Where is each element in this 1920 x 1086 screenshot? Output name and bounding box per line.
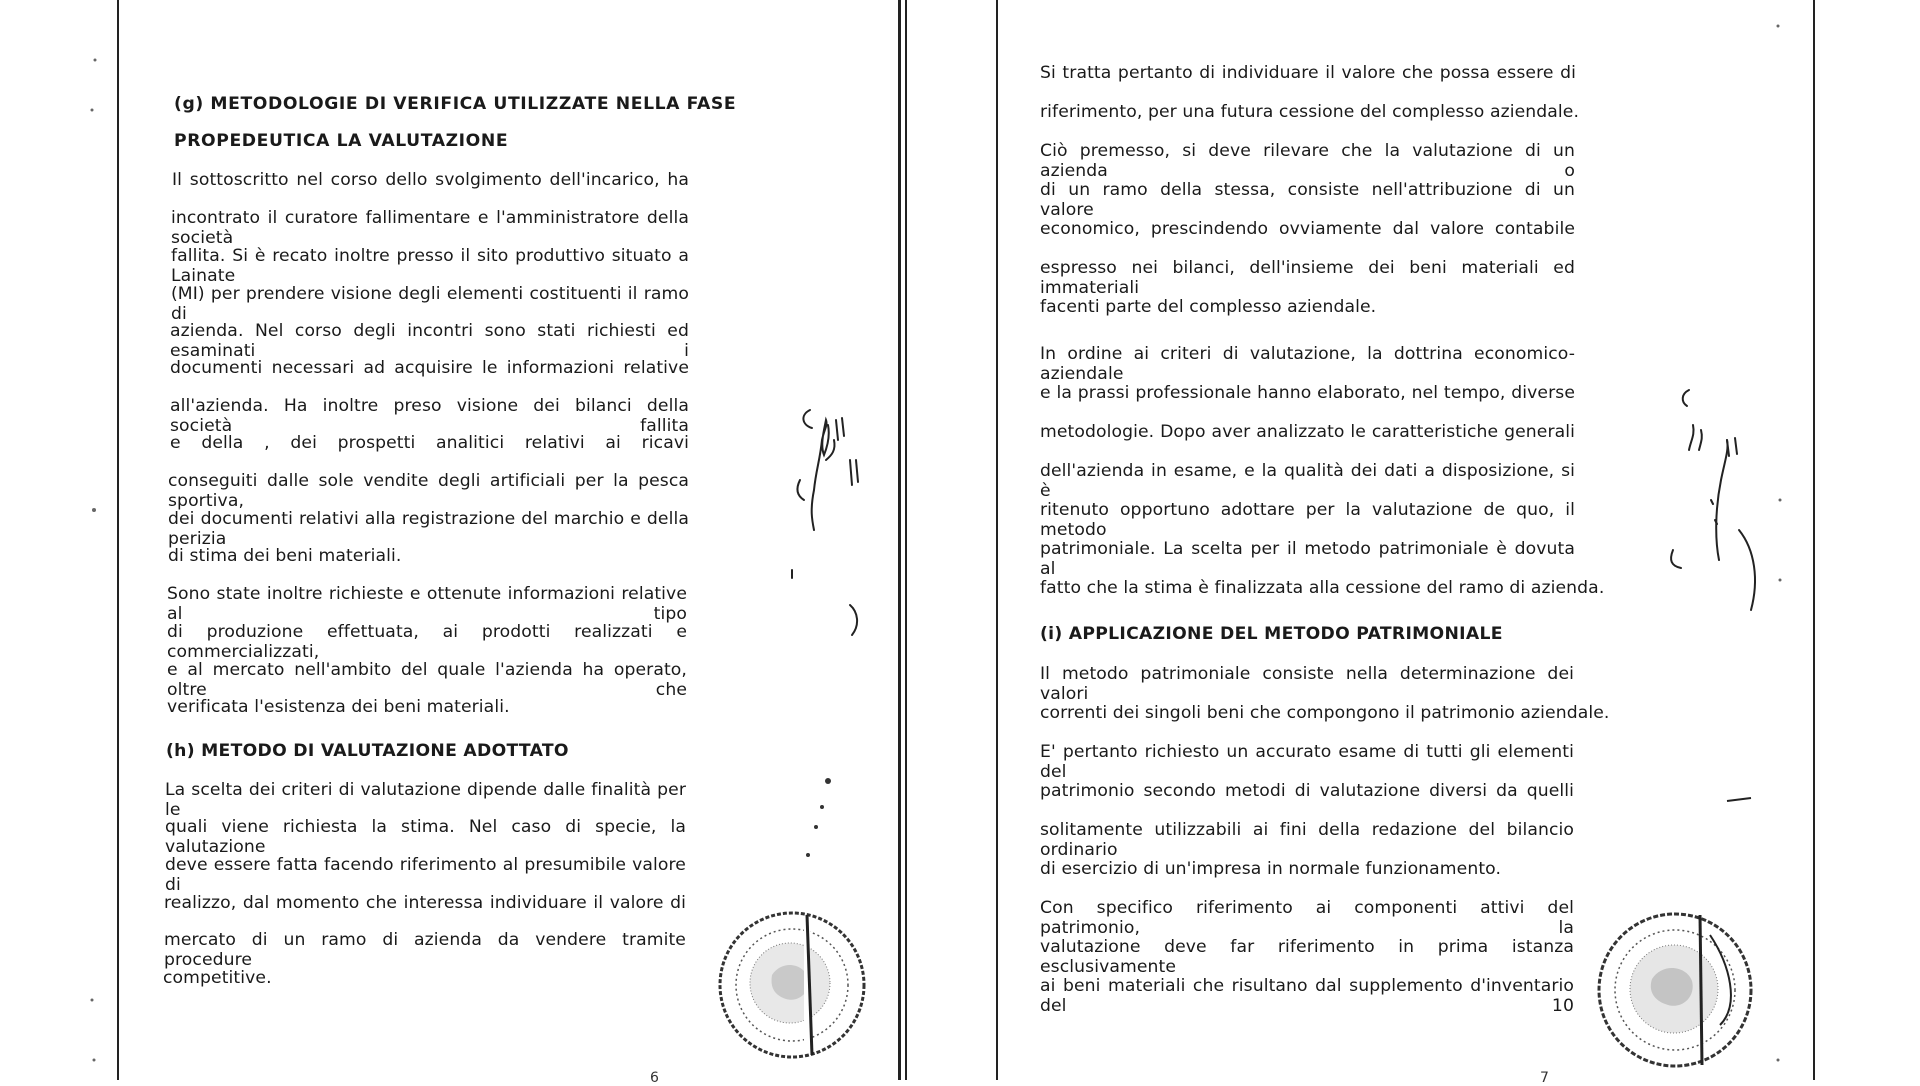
section-g-line: fallita. Si è recato inoltre presso il sito produttivo situato a Lainate (171, 246, 689, 286)
stamp-right (1590, 905, 1760, 1075)
criteria-line: patrimoniale. La scelta per il metodo patrimoniale è dovuta al (1040, 539, 1575, 579)
intro-line: espresso nei bilanci, dell'insieme dei beni materiali ed immateriali (1040, 258, 1575, 298)
section-g-line: Il sottoscritto nel corso dello svolgimento dell'incarico, ha (172, 170, 689, 190)
criteria-line: metodologie. Dopo aver analizzato le caratteristiche generali (1040, 422, 1575, 442)
left-scan-edge (117, 0, 119, 1080)
section-h-line: quali viene richiesta la stima. Nel caso di specie, la valutazione (165, 817, 686, 857)
page-number: 7 (1540, 1070, 1549, 1086)
intro-line: Si tratta pertanto di individuare il valore che possa essere di (1040, 63, 1576, 83)
section-h-line: competitive. (163, 968, 272, 988)
section-h-line: La scelta dei criteri di valutazione dipende dalle finalità per le (165, 780, 686, 820)
intro-line: facenti parte del complesso aziendale. (1040, 297, 1377, 317)
section-h-heading: (h) METODO DI VALUTAZIONE ADOTTATO (166, 741, 569, 761)
section-i-line: Il metodo patrimoniale consiste nella determinazione dei valori (1040, 664, 1574, 704)
section-g-line: dei documenti relativi alla registrazione del marchio e della perizia (168, 509, 689, 549)
section-g-line: e al mercato nell'ambito del quale l'azienda ha operato, oltre che (167, 660, 687, 700)
criteria-line: ritenuto opportuno adottare per la valutazione de quo, il metodo (1040, 500, 1575, 540)
section-g-line: incontrato il curatore fallimentare e l'amministratore della società (171, 208, 689, 248)
right-scan-edge (1813, 0, 1815, 1080)
section-i-line: correnti dei singoli beni che compongono il patrimonio aziendale. (1040, 703, 1610, 723)
section-g-line: (MI) per prendere visione degli elementi costituenti il ramo di (171, 284, 689, 324)
section-h-line: deve essere fatta facendo riferimento al presumibile valore di (165, 855, 686, 895)
section-i-line: solitamente utilizzabili ai fini della redazione del bilancio ordinario (1040, 820, 1574, 860)
intro-line: economico, prescindendo ovviamente dal valore contabile (1040, 219, 1575, 239)
margin-marks-mid (800, 775, 840, 875)
page-number: 6 (650, 1070, 659, 1086)
section-i-line: di esercizio di un'impresa in normale funzionamento. (1040, 859, 1502, 879)
criteria-line: dell'azienda in esame, e la qualità dei dati a disposizione, si è (1040, 461, 1575, 501)
stamp-left (712, 905, 872, 1065)
section-g-line: di produzione effettuata, ai prodotti realizzati e commercializzati, (167, 622, 687, 662)
section-i-heading: (i) APPLICAZIONE DEL METODO PATRIMONIALE (1040, 624, 1503, 644)
section-g-line: conseguiti dalle sole vendite degli artificiali per la pesca sportiva, (168, 471, 689, 511)
criteria-line: e la prassi professionale hanno elaborato, nel tempo, diverse (1040, 383, 1575, 403)
right-page-gutter (996, 0, 998, 1080)
intro-line: riferimento, per una futura cessione del complesso aziendale. (1040, 102, 1580, 122)
section-i-line: ai beni materiali che risultano dal supplemento d'inventario del 10 (1040, 976, 1574, 1016)
section-i-line: valutazione deve far riferimento in prima istanza esclusivamente (1040, 937, 1574, 977)
section-g-line: e della , dei prospetti analitici relativi ai ricavi (170, 433, 689, 453)
criteria-line: In ordine ai criteri di valutazione, la dottrina economico-aziendale (1040, 344, 1575, 384)
section-i-line: E' pertanto richiesto un accurato esame di tutti gli elementi del (1040, 742, 1574, 782)
signature-right (1655, 380, 1765, 630)
section-g-heading-line-2: PROPEDEUTICA LA VALUTAZIONE (174, 131, 509, 151)
criteria-line: fatto che la stima è finalizzata alla cessione del ramo di azienda. (1040, 578, 1605, 598)
section-g-heading-line-1: (g) METODOLOGIE DI VERIFICA UTILIZZATE NELLA FASE (174, 94, 737, 114)
section-h-line: realizzo, dal momento che interessa individuare il valore di (164, 893, 686, 913)
left-page-gutter (898, 0, 901, 1080)
intro-line: Ciò premesso, si deve rilevare che la valutazione di un azienda o (1040, 141, 1575, 181)
section-h-line: mercato di un ramo di azienda da vendere tramite procedure (164, 930, 686, 970)
margin-dash-right (1725, 795, 1755, 805)
center-binding (905, 0, 907, 1080)
section-g-line: all'azienda. Ha inoltre preso visione dei bilanci della società fallita (170, 396, 689, 436)
section-g-line: documenti necessari ad acquisire le informazioni relative (170, 358, 689, 378)
section-g-line: verificata l'esistenza dei beni materiali. (167, 697, 510, 717)
margin-marks-left (80, 40, 110, 1080)
signature-left (780, 400, 870, 640)
margin-marks-right (1768, 20, 1798, 1080)
section-g-line: Sono state inoltre richieste e ottenute informazioni relative al tipo (167, 584, 687, 624)
intro-line: di un ramo della stessa, consiste nell'attribuzione di un valore (1040, 180, 1575, 220)
section-i-line: patrimonio secondo metodi di valutazione diversi da quelli (1040, 781, 1574, 801)
section-g-line: azienda. Nel corso degli incontri sono stati richiesti ed esaminati i (170, 321, 689, 361)
section-g-line: di stima dei beni materiali. (168, 546, 402, 566)
section-i-line: Con specifico riferimento ai componenti attivi del patrimonio, la (1040, 898, 1574, 938)
